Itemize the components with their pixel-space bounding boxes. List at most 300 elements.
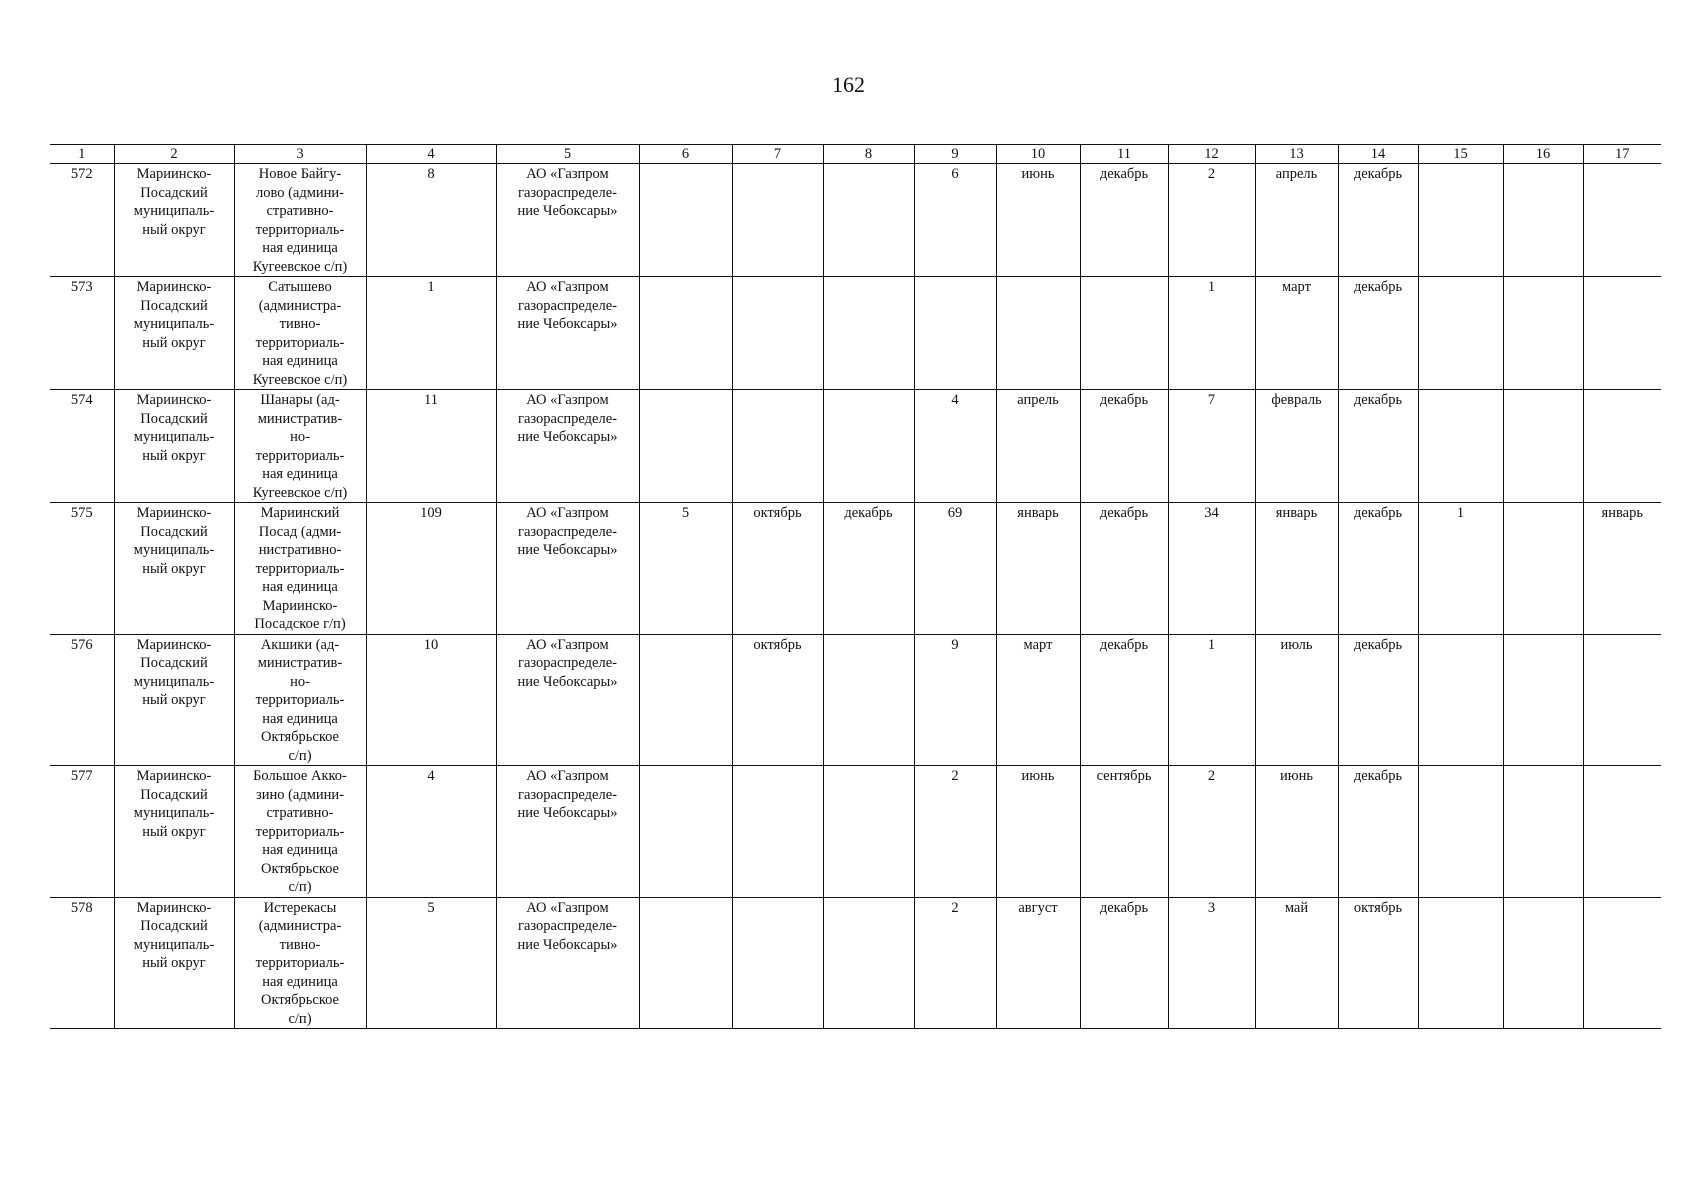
table-cell (996, 897, 1080, 1029)
table-cell (823, 503, 914, 635)
cell-text-line: ная единица (262, 710, 338, 727)
cell-text-line: муниципаль- (133, 316, 215, 332)
table-cell (1503, 634, 1583, 766)
column-header: 11 (1080, 145, 1168, 164)
cell-text-line: газораспределе- (518, 655, 617, 671)
table-cell (823, 390, 914, 503)
table-cell (823, 634, 914, 766)
cell-text-line: сентябрь (1096, 768, 1152, 784)
table-cell (914, 503, 996, 635)
table-cell (1080, 390, 1168, 503)
table-cell (1418, 164, 1503, 277)
cell-text-line: Посадский (140, 297, 208, 314)
cell-text-line: декабрь (1099, 636, 1149, 653)
cell-text-line: стративно- (266, 805, 334, 821)
cell-text-line: 2 (951, 768, 959, 784)
cell-text-line: 3 (1207, 899, 1216, 916)
cell-text-line: 11 (424, 392, 438, 408)
cell-text-line: апрель (1017, 392, 1059, 408)
cell-text-line: 9 (951, 636, 959, 653)
table-cell (1503, 766, 1583, 898)
table-cell (1168, 164, 1255, 277)
cell-text-line: ный округ (142, 692, 206, 708)
table-cell (1255, 634, 1338, 766)
table-cell (996, 277, 1080, 390)
cell-text-line: ный округ (142, 823, 206, 840)
cell-text-line: 575 (70, 505, 93, 521)
cell-text-line: газораспределе- (518, 523, 617, 540)
cell-text-line: 2 (951, 899, 959, 916)
cell-text-line: декабрь (844, 505, 893, 521)
cell-text-line: декабрь (1353, 166, 1403, 182)
table-cell (366, 897, 496, 1029)
cell-text-line: Истерекасы (263, 899, 337, 916)
cell-text-line: 4 (951, 392, 959, 408)
table-cell (114, 503, 234, 635)
cell-text-line: Новое Байгу- (258, 166, 342, 182)
cell-text-line: ние Чебоксары» (517, 936, 618, 953)
table-cell (996, 390, 1080, 503)
table-cell (50, 164, 114, 277)
table-cell (914, 390, 996, 503)
table-cell (1338, 164, 1418, 277)
table-cell (496, 390, 639, 503)
page-number: 162 (832, 72, 865, 97)
cell-text-line: октябрь (1353, 899, 1403, 916)
cell-text-line: 2 (1207, 166, 1216, 182)
cell-text-line: март (1282, 279, 1311, 295)
table-cell (823, 164, 914, 277)
cell-text-line: декабрь (1353, 505, 1403, 521)
cell-text-line: лово (админи- (255, 184, 345, 201)
table-cell (1583, 634, 1661, 766)
cell-text-line: Посадский (140, 918, 208, 934)
cell-text-line: 5 (427, 899, 435, 916)
cell-text-line: май (1284, 899, 1309, 916)
cell-text-line: муниципаль- (133, 542, 215, 558)
table-cell (366, 503, 496, 635)
cell-text-line: территориаль- (255, 560, 345, 577)
table-cell (234, 277, 366, 390)
cell-text-line: 1 (427, 279, 435, 295)
cell-text-line: декабрь (1353, 279, 1403, 295)
table-cell (914, 634, 996, 766)
column-header: 4 (366, 145, 496, 164)
cell-text-line: ная единица (262, 973, 338, 990)
column-header: 15 (1418, 145, 1503, 164)
cell-text-line: 5 (681, 505, 690, 521)
cell-text-line: ная единица (262, 240, 338, 256)
cell-text-line: территориаль- (255, 447, 345, 464)
table-row (50, 503, 1661, 635)
cell-text-line: Посадский (140, 523, 208, 540)
table-cell (114, 766, 234, 898)
table-cell (1583, 503, 1661, 635)
table-cell (50, 766, 114, 898)
cell-text-line: март (1023, 636, 1053, 653)
cell-text-line: министратив- (257, 655, 343, 671)
table-cell (1338, 766, 1418, 898)
cell-text-line: муниципаль- (133, 805, 215, 821)
cell-text-line: АО «Газпром (526, 392, 609, 408)
table-cell (639, 277, 732, 390)
cell-text-line: с/п) (288, 879, 312, 895)
cell-text-line: ная единица (262, 466, 338, 482)
cell-text-line: муниципаль- (133, 936, 215, 953)
table-cell (1168, 390, 1255, 503)
table-cell (366, 277, 496, 390)
table-cell (234, 164, 366, 277)
cell-text-line: АО «Газпром (526, 279, 609, 295)
cell-text-line: Шанары (ад- (260, 392, 340, 408)
table-row (50, 164, 1661, 277)
cell-text-line: (администра- (258, 297, 342, 314)
cell-text-line: январь (1017, 505, 1059, 521)
cell-text-line: но- (290, 429, 310, 445)
column-header: 16 (1503, 145, 1583, 164)
cell-text-line: Мариинско- (136, 899, 212, 916)
table-cell (996, 766, 1080, 898)
cell-text-line: газораспределе- (518, 410, 617, 427)
cell-text-line: июнь (1021, 768, 1055, 784)
table-cell (1255, 766, 1338, 898)
table-cell (996, 634, 1080, 766)
table-cell (50, 634, 114, 766)
column-header: 12 (1168, 145, 1255, 164)
table-row (50, 390, 1661, 503)
table-cell (1338, 390, 1418, 503)
table-cell (1255, 897, 1338, 1029)
cell-text-line: Мариинско- (136, 768, 212, 784)
cell-text-line: ние Чебоксары» (517, 316, 618, 332)
table-cell (996, 503, 1080, 635)
cell-text-line: Акшики (ад- (260, 636, 340, 653)
table-cell (639, 634, 732, 766)
cell-text-line: АО «Газпром (526, 166, 609, 182)
table-cell (639, 503, 732, 635)
cell-text-line: но- (290, 673, 310, 690)
cell-text-line: 572 (70, 166, 93, 182)
cell-text-line: 1 (1207, 279, 1216, 295)
cell-text-line: Большое Акко- (253, 768, 347, 784)
table-cell (639, 390, 732, 503)
cell-text-line: 7 (1207, 392, 1216, 408)
table-cell (114, 164, 234, 277)
cell-text-line: ный округ (142, 447, 206, 464)
cell-text-line: ная единица (262, 353, 338, 369)
table-cell (366, 634, 496, 766)
cell-text-line: 573 (70, 279, 93, 295)
table-cell (732, 277, 823, 390)
cell-text-line: Мариинско- (136, 636, 212, 653)
column-header: 17 (1583, 145, 1661, 164)
table-row (50, 766, 1661, 898)
table-cell (1503, 277, 1583, 390)
cell-text-line: 578 (70, 899, 93, 916)
table-cell (1255, 390, 1338, 503)
cell-text-line: Мариинско- (136, 505, 212, 521)
cell-text-line: ный округ (142, 560, 206, 577)
header-row (50, 145, 1661, 164)
table-body (50, 164, 1661, 1029)
cell-text-line: июнь (1280, 768, 1313, 784)
table-cell (1338, 897, 1418, 1029)
table-cell (1503, 897, 1583, 1029)
table-cell (234, 503, 366, 635)
table-cell (1080, 503, 1168, 635)
cell-text-line: Посадский (140, 184, 208, 201)
table-cell (1503, 164, 1583, 277)
cell-text-line: февраль (1271, 392, 1322, 408)
cell-text-line: территориаль- (255, 692, 345, 708)
table-cell (234, 390, 366, 503)
table-cell (234, 766, 366, 898)
table-cell (1338, 277, 1418, 390)
cell-text-line: нистративно- (258, 542, 342, 558)
table-cell (732, 766, 823, 898)
cell-text-line: АО «Газпром (526, 636, 609, 653)
cell-text-line: 10 (423, 636, 439, 653)
cell-text-line: территориаль- (255, 823, 345, 840)
cell-text-line: Посадское г/п) (254, 616, 346, 632)
cell-text-line: Кугеевское с/п) (252, 484, 348, 501)
table-cell (1583, 897, 1661, 1029)
table-cell (1255, 277, 1338, 390)
column-header: 10 (996, 145, 1080, 164)
table-cell (1168, 277, 1255, 390)
cell-text-line: Мариинский (260, 505, 340, 521)
table-cell (496, 503, 639, 635)
table-cell (50, 277, 114, 390)
cell-text-line: Посад (адми- (258, 523, 342, 540)
cell-text-line: ние Чебоксары» (517, 542, 618, 558)
table-cell (823, 897, 914, 1029)
cell-text-line: ный округ (142, 334, 206, 351)
cell-text-line: 69 (947, 505, 963, 521)
cell-text-line: ние Чебоксары» (517, 203, 618, 219)
cell-text-line: тивно- (279, 316, 321, 332)
table-cell (732, 503, 823, 635)
cell-text-line: январь (1275, 505, 1318, 521)
cell-text-line: с/п) (288, 747, 312, 764)
table-cell (1080, 766, 1168, 898)
cell-text-line: июль (1280, 636, 1313, 653)
column-header: 14 (1338, 145, 1418, 164)
cell-text-line: 1 (1207, 636, 1216, 653)
cell-text-line: территориаль- (255, 334, 345, 351)
cell-text-line: (администра- (258, 918, 342, 934)
table-cell (823, 277, 914, 390)
table-cell (732, 390, 823, 503)
table-cell (1418, 277, 1503, 390)
table-cell (234, 897, 366, 1029)
table-cell (639, 164, 732, 277)
cell-text-line: министратив- (257, 410, 343, 427)
cell-text-line: 2 (1207, 768, 1216, 784)
cell-text-line: 109 (420, 505, 442, 521)
cell-text-line: муниципаль- (133, 203, 215, 219)
cell-text-line: Посадский (140, 410, 208, 427)
table-cell (1080, 897, 1168, 1029)
cell-text-line: территориаль- (255, 221, 345, 238)
table-cell (496, 164, 639, 277)
table-cell (1168, 766, 1255, 898)
table-cell (639, 766, 732, 898)
table-cell (1255, 503, 1338, 635)
cell-text-line: 6 (951, 166, 959, 182)
table-cell (366, 164, 496, 277)
table-cell (996, 164, 1080, 277)
table-cell (1168, 503, 1255, 635)
table-cell (496, 277, 639, 390)
table-cell (1418, 390, 1503, 503)
cell-text-line: ный округ (142, 955, 206, 971)
table-cell (1418, 897, 1503, 1029)
table-cell (50, 390, 114, 503)
cell-text-line: 8 (427, 166, 435, 182)
cell-text-line: Сатышево (268, 279, 332, 295)
table-cell (639, 897, 732, 1029)
cell-text-line: АО «Газпром (526, 505, 609, 521)
table-cell (114, 897, 234, 1029)
column-header: 5 (496, 145, 639, 164)
cell-text-line: стративно- (266, 203, 334, 219)
cell-text-line: октябрь (753, 636, 802, 653)
table-cell (1583, 766, 1661, 898)
table-cell (1503, 503, 1583, 635)
table-cell (1583, 164, 1661, 277)
cell-text-line: Мариинско- (136, 166, 212, 182)
table-cell (366, 390, 496, 503)
cell-text-line: ная единица (262, 842, 338, 858)
table-cell (114, 634, 234, 766)
column-header: 8 (823, 145, 914, 164)
table-cell (1418, 766, 1503, 898)
cell-text-line: январь (1601, 505, 1643, 521)
table-cell (1338, 503, 1418, 635)
cell-text-line: 574 (70, 392, 93, 408)
table-cell (496, 897, 639, 1029)
cell-text-line: декабрь (1099, 166, 1149, 182)
table-cell (1418, 503, 1503, 635)
table-cell (823, 766, 914, 898)
cell-text-line: декабрь (1099, 899, 1149, 916)
table-cell (50, 897, 114, 1029)
table-cell (1418, 634, 1503, 766)
table-cell (496, 766, 639, 898)
table-cell (50, 503, 114, 635)
table-cell (732, 164, 823, 277)
cell-text-line: Посадский (140, 655, 208, 671)
table-cell (1168, 897, 1255, 1029)
cell-text-line: муниципаль- (133, 673, 215, 690)
table-cell (114, 390, 234, 503)
column-header: 7 (732, 145, 823, 164)
cell-text-line: территориаль- (255, 955, 345, 971)
table-row (50, 277, 1661, 390)
table-row (50, 897, 1661, 1029)
table-cell (914, 897, 996, 1029)
cell-text-line: июнь (1021, 166, 1055, 182)
table-cell (914, 277, 996, 390)
cell-text-line: Октябрьское (261, 992, 339, 1008)
cell-text-line: Мариинско- (136, 279, 212, 295)
table-cell (1080, 634, 1168, 766)
data-table (50, 144, 1661, 1029)
table-cell (114, 277, 234, 390)
column-header: 3 (234, 145, 366, 164)
cell-text-line: 34 (1204, 505, 1219, 521)
cell-text-line: газораспределе- (518, 786, 617, 803)
cell-text-line: 577 (70, 768, 93, 784)
cell-text-line: 4 (427, 768, 435, 784)
cell-text-line: декабрь (1099, 392, 1149, 408)
cell-text-line: декабрь (1353, 768, 1403, 784)
table-row (50, 634, 1661, 766)
cell-text-line: Октябрьское (261, 860, 339, 877)
cell-text-line: газораспределе- (518, 918, 617, 934)
table-cell (1255, 164, 1338, 277)
cell-text-line: Кугеевское с/п) (252, 371, 348, 388)
cell-text-line: АО «Газпром (526, 899, 609, 916)
cell-text-line: муниципаль- (133, 429, 215, 445)
table-cell (732, 634, 823, 766)
table-cell (1080, 164, 1168, 277)
table-cell (732, 897, 823, 1029)
table-cell (1080, 277, 1168, 390)
table-cell (1583, 277, 1661, 390)
cell-text-line: ная единица (262, 579, 338, 595)
cell-text-line: Кугеевское с/п) (252, 258, 348, 275)
cell-text-line: декабрь (1353, 636, 1403, 653)
table-cell (366, 766, 496, 898)
cell-text-line: Октябрьское (261, 729, 339, 745)
table-cell (1338, 634, 1418, 766)
cell-text-line: август (1018, 899, 1058, 916)
cell-text-line: апрель (1275, 166, 1318, 182)
cell-text-line: с/п) (288, 1010, 312, 1027)
cell-text-line: декабрь (1353, 392, 1403, 408)
table-cell (914, 766, 996, 898)
cell-text-line: ние Чебоксары» (517, 673, 618, 690)
cell-text-line: газораспределе- (518, 297, 617, 314)
cell-text-line: 1 (1456, 505, 1465, 521)
cell-text-line: ние Чебоксары» (517, 429, 618, 445)
table-cell (914, 164, 996, 277)
cell-text-line: газораспределе- (518, 184, 617, 201)
table-cell (1583, 390, 1661, 503)
column-header: 6 (639, 145, 732, 164)
cell-text-line: ный округ (142, 221, 206, 238)
column-header: 13 (1255, 145, 1338, 164)
cell-text-line: ние Чебоксары» (517, 805, 618, 821)
cell-text-line: зино (админи- (255, 786, 345, 803)
table-cell (1503, 390, 1583, 503)
cell-text-line: Посадский (140, 786, 208, 803)
cell-text-line: Мариинско- (262, 597, 338, 614)
cell-text-line: АО «Газпром (526, 768, 609, 784)
table-cell (496, 634, 639, 766)
cell-text-line: декабрь (1099, 505, 1149, 521)
cell-text-line: 576 (70, 636, 93, 653)
column-header: 1 (50, 145, 114, 164)
cell-text-line: Мариинско- (136, 392, 212, 408)
cell-text-line: октябрь (753, 505, 802, 521)
table-cell (234, 634, 366, 766)
table-cell (1168, 634, 1255, 766)
column-header: 2 (114, 145, 234, 164)
cell-text-line: тивно- (279, 936, 321, 953)
